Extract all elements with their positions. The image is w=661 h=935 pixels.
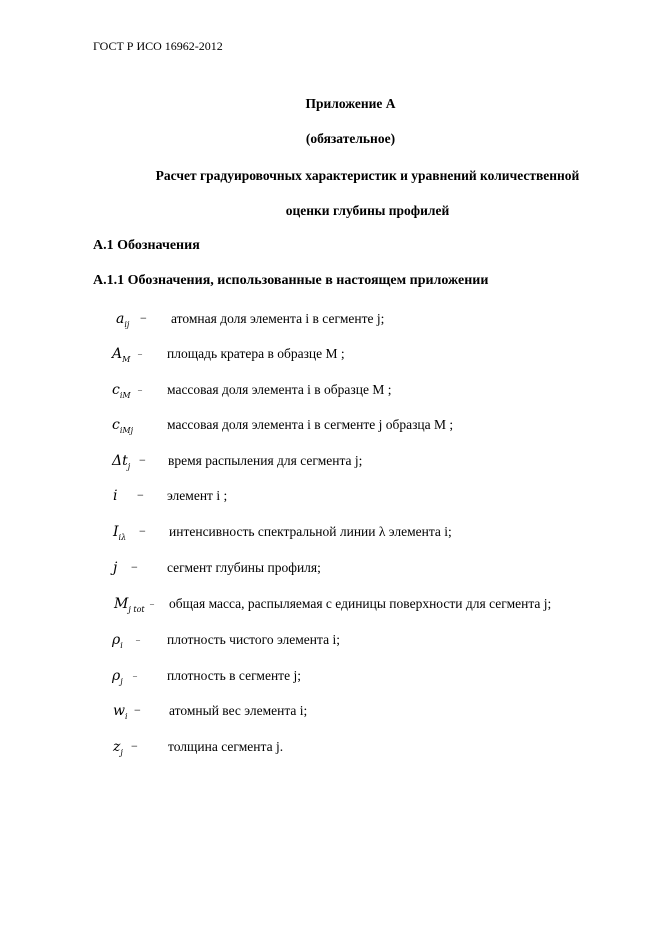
definition-dash: – [138, 385, 142, 394]
definition-text: интенсивность спектральной линии λ элемента i; [169, 524, 452, 539]
section-heading-a1: А.1 Обозначения [93, 238, 200, 253]
definition-dash: − [139, 524, 146, 538]
symbol-subscript: iλ [118, 532, 127, 542]
definition-symbol [116, 311, 129, 329]
symbol-subscript: M [122, 354, 131, 364]
section-heading-a11: А.1.1 Обозначения, использованные в настоящем приложении [93, 273, 489, 288]
symbol-subscript: iMj [119, 425, 134, 435]
definition-text: плотность чистого элемента i; [167, 632, 340, 647]
definition-symbol [112, 417, 133, 435]
definition-symbol [112, 453, 130, 471]
definition-row [0, 739, 661, 761]
annex-title: Приложение А [305, 96, 396, 111]
definition-text: время распыления для сегмента j; [168, 453, 363, 468]
definition-text: атомный вес элемента i; [169, 703, 308, 718]
definition-symbol [113, 703, 128, 721]
definition-dash: – [133, 671, 137, 680]
definition-row [0, 382, 661, 404]
symbol-subscript: j [120, 747, 123, 757]
definition-symbol [112, 668, 123, 686]
definition-row [0, 417, 661, 439]
symbol-subscript: j tot [128, 604, 145, 614]
definition-dash: − [139, 453, 146, 467]
definition-text: элемент i ; [167, 488, 228, 503]
definition-dash: − [131, 560, 138, 574]
symbol-base: z [113, 739, 121, 755]
definition-row [0, 346, 661, 368]
definition-symbol [112, 346, 130, 364]
symbol-base: c [112, 382, 120, 398]
definition-text: площадь кратера в образце M ; [167, 346, 345, 361]
symbol-base: Δt [112, 453, 128, 469]
symbol-base: M [114, 596, 129, 612]
definition-row [0, 524, 661, 546]
definition-dash: − [137, 488, 144, 502]
document-code: ГОСТ Р ИСО 16962-2012 [93, 39, 223, 53]
symbol-base: j [113, 560, 118, 576]
definition-row [0, 596, 661, 618]
definition-row [0, 453, 661, 475]
definition-row [0, 703, 661, 725]
annex-type: (обязательное) [305, 131, 396, 146]
definition-dash: − [134, 703, 141, 717]
definition-text: массовая доля элемента i в образце M ; [167, 382, 392, 397]
symbol-subscript: j [120, 676, 123, 686]
definition-symbol [113, 488, 117, 504]
symbol-base: w [113, 703, 125, 719]
symbol-subscript: ij [124, 319, 130, 329]
definition-symbol [112, 632, 123, 650]
definition-symbol [113, 739, 123, 757]
symbol-base: A [112, 346, 123, 362]
definition-symbol [112, 382, 131, 400]
symbol-base: i [113, 488, 118, 504]
definition-dash: – [138, 349, 142, 358]
definition-dash: − [140, 311, 147, 325]
symbol-subscript: j [127, 461, 131, 471]
symbol-base: ρ [112, 668, 121, 684]
definition-symbol [113, 560, 117, 576]
definition-row [0, 560, 661, 582]
definition-row [0, 668, 661, 690]
definition-row [0, 488, 661, 510]
definition-symbol [113, 524, 126, 542]
annex-heading-line-1: Расчет градуировочных характеристик и уравнений количественной [155, 168, 580, 183]
symbol-subscript: i [124, 711, 128, 721]
definition-text: общая масса, распыляемая с единицы поверхности для сегмента j; [169, 596, 552, 611]
definition-text: толщина сегмента j. [168, 739, 284, 754]
definition-dash: − [131, 739, 138, 753]
definition-dash: – [150, 599, 154, 608]
definition-dash: – [136, 635, 140, 644]
definition-symbol [114, 596, 145, 614]
definition-row [0, 632, 661, 654]
definition-text: плотность в сегменте j; [167, 668, 301, 683]
symbol-subscript: iM [119, 390, 131, 400]
definition-text: атомная доля элемента i в сегменте j; [171, 311, 385, 326]
annex-heading-line-2: оценки глубины профилей [285, 203, 450, 218]
symbol-subscript: i [120, 640, 123, 650]
definition-row [0, 311, 661, 333]
symbol-base: a [116, 311, 125, 327]
symbol-base: ρ [112, 632, 121, 648]
definition-text: сегмент глубины профиля; [167, 560, 321, 575]
symbol-base: I [113, 524, 119, 540]
symbol-base: c [112, 417, 120, 433]
definition-text: массовая доля элемента i в сегменте j образца M ; [167, 417, 454, 432]
